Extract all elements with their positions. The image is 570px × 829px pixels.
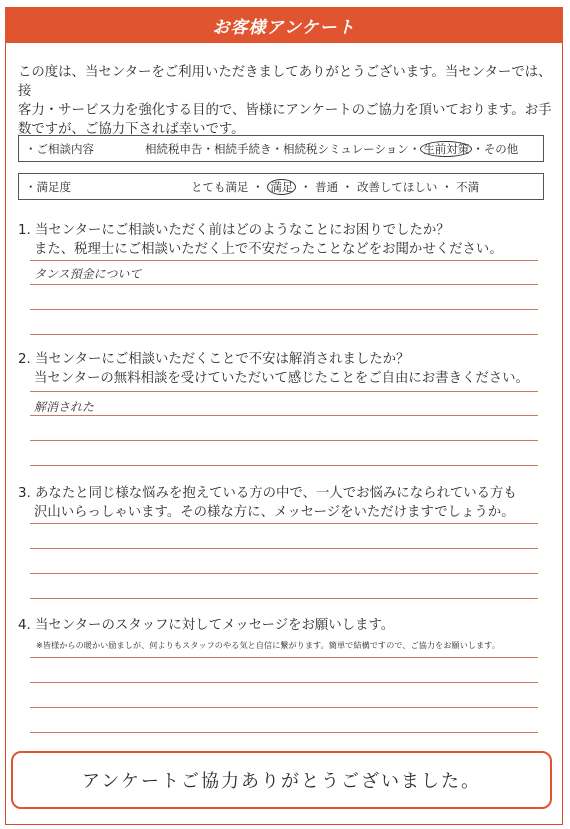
thanks-banner	[11, 751, 552, 809]
question-3-line-2: 沢山いらっしゃいます。その様な方に、メッセージをいただけますでしょうか。	[34, 505, 515, 520]
answer-line	[30, 598, 538, 599]
intro-line-2: 客力・サービス力を強化する目的で、皆様にアンケートのご協力を頂いております。お手	[18, 103, 552, 118]
consultation-box	[18, 135, 544, 162]
consultation-option-tax-simulation[interactable]: 相続税シミュレーション	[283, 141, 409, 156]
survey-header	[5, 7, 563, 43]
question-1-line-1: 1. 当センターにご相談いただく前はどのようなことにお困りでしたか？	[18, 223, 450, 238]
answer-line	[30, 732, 538, 733]
consultation-options: 相続税申告・相続手続き・相続税シミュレーション・ 生前対策 ・その他	[145, 141, 519, 156]
question-4-note: ※皆様からの暖かい励ましが、何よりもスタッフのやる気と自信に繋がります。簡単で結構ですので、ご協力をお願いします。	[36, 640, 500, 650]
satisfaction-option-dissatisfied[interactable]: 不満	[456, 179, 480, 194]
intro-line-1: この度は、当センターをご利用いただきましてありがとうございます。当センターでは、接	[18, 65, 552, 99]
intro-line-3: 数ですが、ご協力下されば幸いです。	[18, 122, 245, 137]
question-1	[18, 221, 503, 259]
satisfaction-label: ・満足度	[25, 179, 71, 194]
answer-line	[30, 284, 538, 285]
question-4	[18, 616, 394, 635]
question-3	[18, 484, 517, 522]
answer-line	[30, 465, 538, 466]
survey-title: お客様アンケート	[212, 17, 356, 38]
answer-line	[30, 707, 538, 708]
answer-line	[30, 334, 538, 335]
answer-line	[30, 657, 538, 658]
consultation-label: ・ご相談内容	[25, 141, 94, 156]
answer-line	[30, 682, 538, 683]
answer-line	[30, 309, 538, 310]
answer-line	[30, 523, 538, 524]
answer-line	[30, 440, 538, 441]
intro-text	[18, 63, 553, 139]
answer-line	[30, 548, 538, 549]
question-4-line-1: 4. 当センターのスタッフに対してメッセージをお願いします。	[18, 618, 395, 633]
consultation-option-inheritance-tax-filing[interactable]: 相続税申告	[145, 141, 203, 156]
satisfaction-option-neutral[interactable]: 普通	[315, 179, 339, 194]
thanks-message: アンケートご協力ありがとうございました。	[82, 771, 481, 792]
answer-line	[30, 573, 538, 574]
answer-1-handwriting: タンス預金について	[34, 267, 142, 281]
satisfaction-option-satisfied[interactable]: 満足	[267, 179, 296, 195]
question-3-line-1: 3. あなたと同じ様な悩みを抱えている方の中で、一人でお悩みになられている方も	[18, 486, 517, 501]
consultation-option-other[interactable]: その他	[483, 141, 519, 156]
satisfaction-option-very-satisfied[interactable]: とても満足	[191, 179, 249, 194]
answer-2-handwriting: 解消された	[34, 400, 95, 414]
answer-line	[30, 260, 538, 261]
question-2-line-1: 2. 当センターにご相談いただくことで不安は解消されましたか？	[18, 352, 410, 367]
consultation-option-estate-planning[interactable]: 生前対策	[420, 141, 472, 157]
question-1-line-2: また、税理士にご相談いただく上で不安だったことなどをお聞かせください。	[34, 242, 503, 257]
satisfaction-options: とても満足 ・ 満足 ・ 普通 ・ 改善してほしい ・ 不満	[191, 179, 480, 194]
question-2-line-2: 当センターの無料相談を受けていただいて感じたことをご自由にお書きください。	[34, 371, 529, 386]
answer-line	[30, 391, 538, 392]
question-2	[18, 350, 529, 388]
answer-line	[30, 415, 538, 416]
satisfaction-option-needs-improvement[interactable]: 改善してほしい	[356, 179, 438, 194]
consultation-option-inheritance-procedure[interactable]: 相続手続き	[214, 141, 272, 156]
satisfaction-box	[18, 173, 544, 200]
